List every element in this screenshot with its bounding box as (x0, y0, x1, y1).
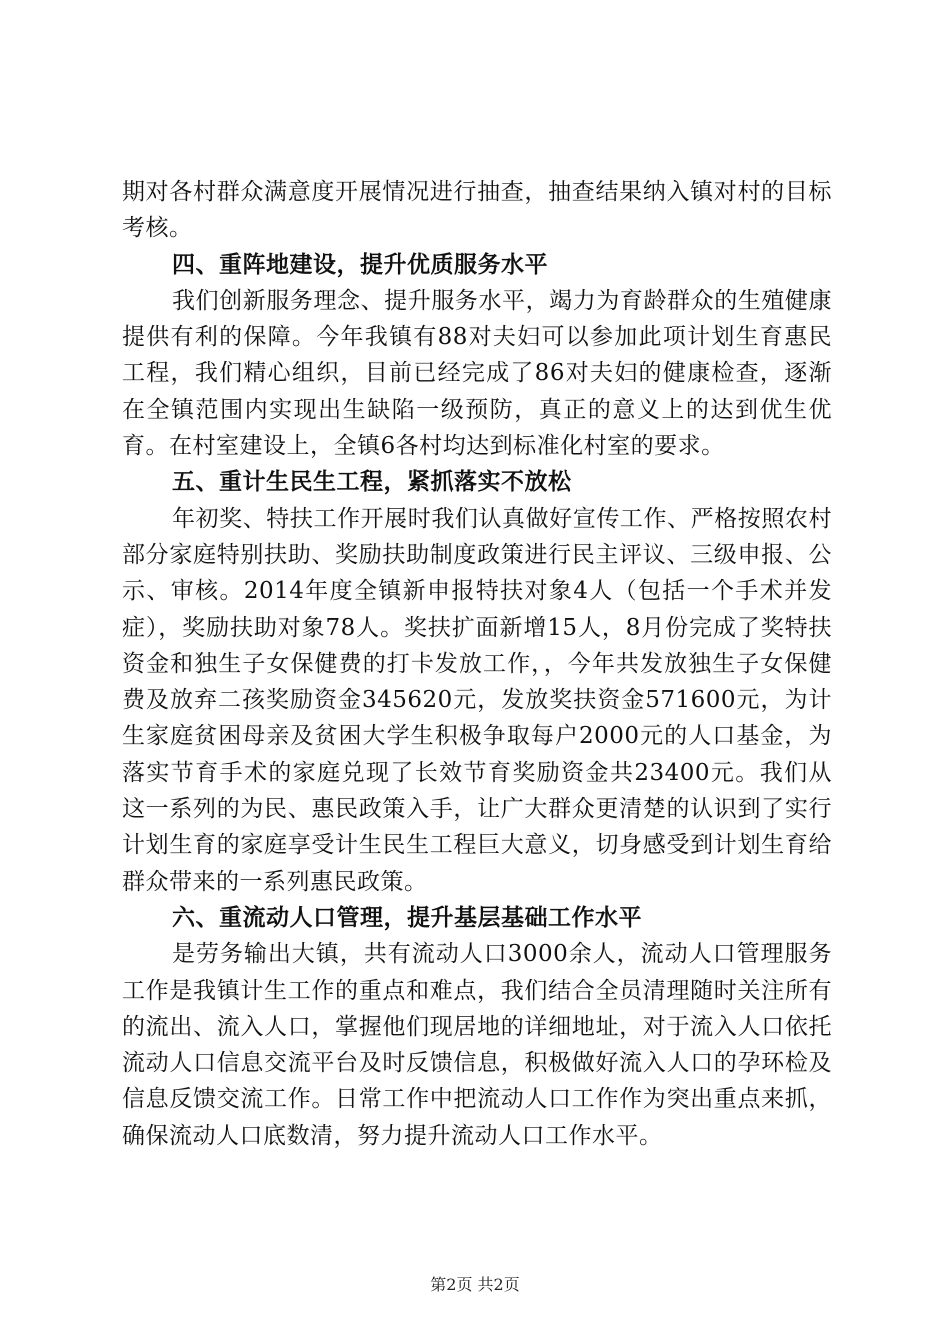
paragraph-section-4: 我们创新服务理念、提升服务水平，竭力为育龄群众的生殖健康提供有利的保障。今年我镇有88对夫妇可以参加此项计划生育惠民工程，我们精心组织，目前已经完成了86对夫妇的健康检查，逐渐在全镇范围内实现出生缺陷一级预防，真正的意义上的达到优生优育。在村室建设上，全镇6各村均达到标准化村室的要求。 (122, 287, 832, 460)
paragraph-section-6: 是劳务输出大镇，共有流动人口3000余人，流动人口管理服务工作是我镇计生工作的重点和难点，我们结合全员清理随时关注所有的流出、流入人口，掌握他们现居地的详细地址，对于流入人口依托流动人口信息交流平台及时反馈信息，积极做好流入人口的孕环检及信息反馈交流工作。日常工作中把流动人口工作作为突出重点来抓，确保流动人口底数清，努力提升流动人口工作水平。 (122, 941, 832, 1149)
section-heading-4: 四、重阵地建设，提升优质服务水平 (172, 250, 548, 278)
page-number-footer: 第2页 共2页 (430, 1275, 520, 1294)
paragraph-continuation: 期对各村群众满意度开展情况进行抽查，抽查结果纳入镇对村的目标考核。 (122, 179, 832, 242)
paragraph-section-5: 年初奖、特扶工作开展时我们认真做好宣传工作、严格按照农村部分家庭特别扶助、奖励扶助制度政策进行民主评议、三级申报、公示、审核。2014年度全镇新申报特扶对象4人（包括一个手术并发症），奖励扶助对象78人。奖扶扩面新增15人，8月份完成了奖特扶资金和独生子女保健费的打卡发放工作，，今年共发放独生子女保健费及放弃二孩奖励资金345620元，发放奖扶资金571600元，为计生家庭贫困母亲及贫困大学生积极争取每户2000元的人口基金，为落实节育手术的家庭兑现了长效节育奖励资金共23400元。我们从这一系列的为民、惠民政策入手，让广大群众更清楚的认识到了实行计划生育的家庭享受计生民生工程巨大意义，切身感受到计划生育给群众带来的一系列惠民政策。 (122, 505, 832, 895)
section-heading-5: 五、重计生民生工程，紧抓落实不放松 (172, 468, 572, 496)
document-body (122, 174, 832, 1154)
section-heading-6: 六、重流动人口管理，提升基层基础工作水平 (172, 903, 642, 931)
